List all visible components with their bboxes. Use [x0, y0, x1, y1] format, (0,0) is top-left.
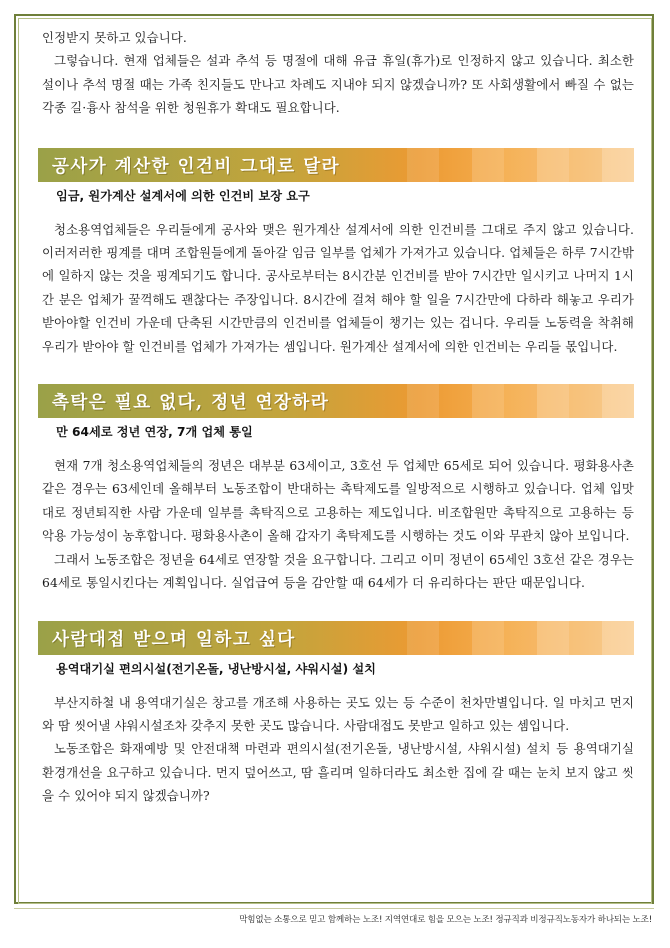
- intro-line: 인정받지 못하고 있습니다.: [42, 30, 187, 45]
- section-paragraph: 그래서 노동조합은 정년을 64세로 연장할 것을 요구합니다. 그리고 이미 정년이 65세인 3호선 같은 경우는 64세로 통일시킨다는 계획입니다. 실업급여 등을 감안할 때 64세가 더 유리하다는 판단 때문입니다.: [42, 551, 634, 591]
- section-title: 사람대접 받으며 일하고 싶다: [52, 629, 296, 650]
- section-banner-1: [38, 148, 634, 182]
- section-banner-2: [38, 384, 634, 418]
- document-body: [42, 26, 634, 808]
- section-banner-3: [38, 621, 634, 655]
- section-paragraph: 현재 7개 청소용역업체들의 정년은 대부분 63세이고, 3호선 두 업체만 65세로 되어 있습니다. 평화용사촌 같은 경우는 63세인데 올해부터 노동조합이 반대하는 촉탁제도를 일방적으로 시행하고 있습니다. 업체 입맛대로 정년퇴직한 사람 가운데 일부를 촉탁직으로 고용하는 제도입니다. 비조합원만 촉탁직으로 고용하는 등 악용 가능성이 농후합니다. 평화용사촌이 올해 갑자기 촉탁제도를 시행하는 것도 이와 무관치 않아 보입니다.: [42, 458, 634, 544]
- section-paragraph: 부산지하철 내 용역대기실은 창고를 개조해 사용하는 곳도 있는 등 수준이 천차만별입니다. 일 마치고 먼지와 땀 씻어낼 샤워시설조차 갖추지 못한 곳도 많습니다. 사람대접도 못받고 일하고 있는 셈입니다.: [42, 694, 634, 733]
- footer-divider: [14, 908, 654, 909]
- intro-paragraph: 그렇습니다. 현재 업체들은 설과 추석 등 명절에 대해 유급 휴일(휴가)로 인정하지 않고 있습니다. 최소한 설이나 추석 명절 때는 가족 친지들도 만나고 차례도 지내야 되지 않겠습니까? 또 사회생활에서 빠질 수 없는 각종 길·흉사 참석을 위한 청원휴가 확대도 필요합니다.: [42, 53, 634, 116]
- section-title: 공사가 계산한 인건비 그대로 달라: [52, 156, 341, 177]
- footer-slogan: 막힘없는 소통으로 믿고 함께하는 노조! 지역연대로 힘을 모으는 노조! 정규직과 비정규직노동자가 하나되는 노조!: [239, 915, 652, 925]
- section-paragraph: 청소용역업체들은 우리들에게 공사와 맺은 원가계산 설계서에 의한 인건비를 그대로 주지 않고 있습니다. 이러저러한 핑계를 대며 조합원들에게 돌아갈 임금 일부를 업체가 가져가고 있습니다. 업체들은 하루 7시간밖에 일하지 않는 것을 핑계되기도 합니다. 공사로부터는 8시간분 인건비를 받아 7시간만 일시키고 나머지 1시간 분은 업체가 꿀꺽해도 괜찮다는 주장입니다. 8시간에 걸쳐 해야 할 일을 7시간만에 다하라 해놓고 우리가 받아야할 인건비 가운데 단축된 시간만큼의 인건비를 업체들이 챙기는 있는 겁니다. 우리들 노동력을 착취해 우리가 받아야 할 인건비를 업체가 가져가는 셈입니다. 원가계산 설계서에 의한 인건비는 우리들 몫입니다.: [42, 221, 634, 354]
- section-subtitle: 만 64세로 정년 연장, 7개 업체 통일: [56, 425, 253, 440]
- section-paragraph: 노동조합은 화재예방 및 안전대책 마련과 편의시설(전기온돌, 냉난방시설, 샤워시설) 설치 등 용역대기실 환경개선을 요구하고 있습니다. 먼지 덮어쓰고, 땀 흘리며 일하더라도 최소한 집에 갈 때는 눈치 보지 않고 씻을 수 있어야 되지 않겠습니까?: [42, 741, 634, 804]
- section-subtitle: 임금, 원가계산 설계서에 의한 인건비 보장 요구: [56, 188, 310, 203]
- banner-stripes: [374, 148, 634, 182]
- section-title: 촉탁은 필요 없다, 정년 연장하라: [52, 393, 330, 414]
- banner-stripes: [374, 384, 634, 418]
- banner-stripes: [374, 621, 634, 655]
- section-subtitle: 용역대기실 편의시설(전기온돌, 냉난방시설, 샤워시설) 설치: [56, 661, 376, 676]
